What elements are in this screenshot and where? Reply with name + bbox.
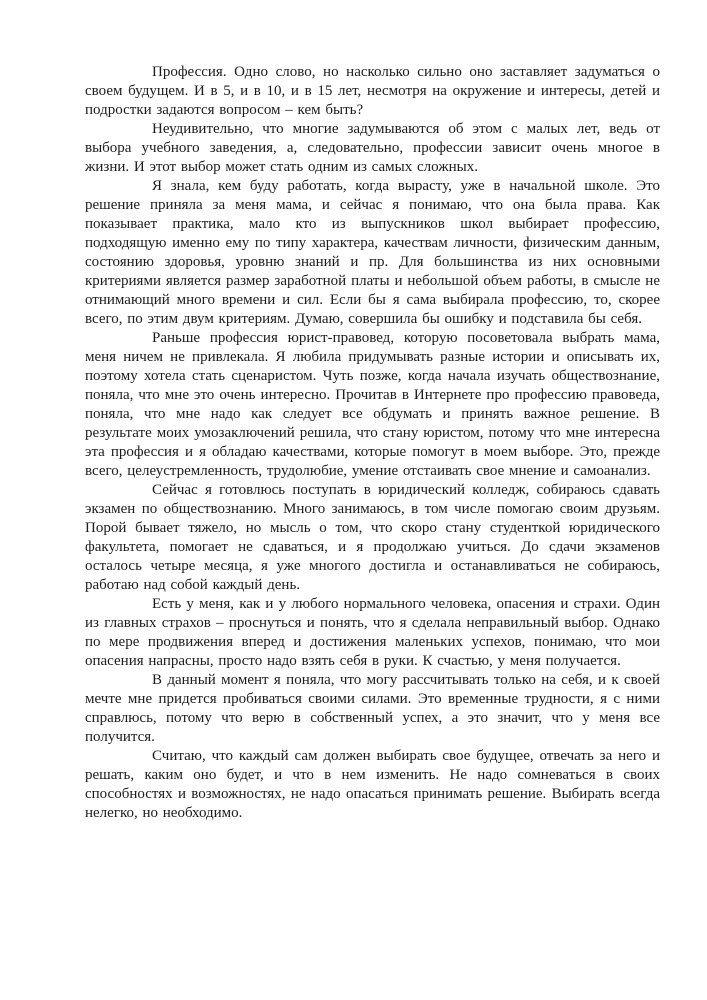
paragraph-mothers-advice: Я знала, кем буду работать, когда вырасту, уже в начальной школе. Это решение приняла за меня мама, и сейчас я понимаю, что она была права. Как показывает практика, мало кто из выпускников школ выбирает профессию, подходящую именно ему по типу характера, качествам личности, физическим данным, состоянию здоровья, уровню знаний и пр. Для большинства из них основными критериями является размер заработной платы и небольшой объем работы, в смысле не отнимающий много времени и сил. Если бы я сама выбирала профессию, то, скорее всего, по этим двум критериям. Думаю, совершила бы ошибку и подставила бы себя.	[85, 178, 660, 327]
paragraph-self-reliance: В данный момент я поняла, что могу рассчитывать только на себя, и к своей мечте мне придется пробиваться своими силами. Это временные трудности, я с ними справлюсь, потому что верю в собственный успех, а это значит, что у меня все получится.	[85, 672, 660, 745]
paragraph-conclusion: Считаю, что каждый сам должен выбирать свое будущее, отвечать за него и решать, каким оно будет, и что в нем изменить. Не надо сомневаться в своих способностях и возможностях, не надо опасаться принимать решение. Выбирать всегда нелегко, но необходимо.	[85, 748, 660, 821]
paragraph-college-preparation: Сейчас я готовлюсь поступать в юридический колледж, собираюсь сдавать экзамен по обществознанию. Много занимаюсь, в том числе помогаю своим друзьям. Порой бывает тяжело, но мысль о том, что скоро стану студенткой юридического факультета, помогает не сдаваться, и я продолжаю учиться. До сдачи экзаменов осталось четыре месяца, я уже многого достигла и останавливаться не собираюсь, работаю над собой каждый день.	[85, 482, 660, 593]
essay-text-block	[85, 63, 660, 823]
paragraph-becoming-lawyer: Раньше профессия юрист-правовед, которую посоветовала выбрать мама, меня ничем не привлекала. Я любила придумывать разные истории и описывать их, поэтому хотела стать сценаристом. Чуть позже, когда начала изучать обществознание, поняла, что мне это очень интересно. Прочитав в Интернете про профессию правоведа, поняла, что мне надо как следует все обдумать и принять важное решение. В результате моих умозаключений решила, что стану юристом, потому что мне интересна эта профессия и я обладаю качествами, которые помогут в моем выборе. Это, прежде всего, целеустремленность, трудолюбие, умение отстаивать свое мнение и самоанализ.	[85, 330, 660, 479]
paragraph-choice-importance: Неудивительно, что многие задумываются об этом с малых лет, ведь от выбора учебного заведения, а, следовательно, профессии зависит очень многое в жизни. И этот выбор может стать одним из самых сложных.	[85, 121, 660, 175]
paragraph-fears: Есть у меня, как и у любого нормального человека, опасения и страхи. Один из главных страхов – проснуться и понять, что я сделала неправильный выбор. Однако по мере продвижения вперед и достижения маленьких успехов, понимаю, что мои опасения напрасны, просто надо взять себя в руки. К счастью, у меня получается.	[85, 596, 660, 669]
paragraph-intro: Профессия. Одно слово, но насколько сильно оно заставляет задуматься о своем будущем. И в 5, и в 10, и в 15 лет, несмотря на окружение и интересы, детей и подростки задаются вопросом – кем быть?	[85, 64, 660, 118]
